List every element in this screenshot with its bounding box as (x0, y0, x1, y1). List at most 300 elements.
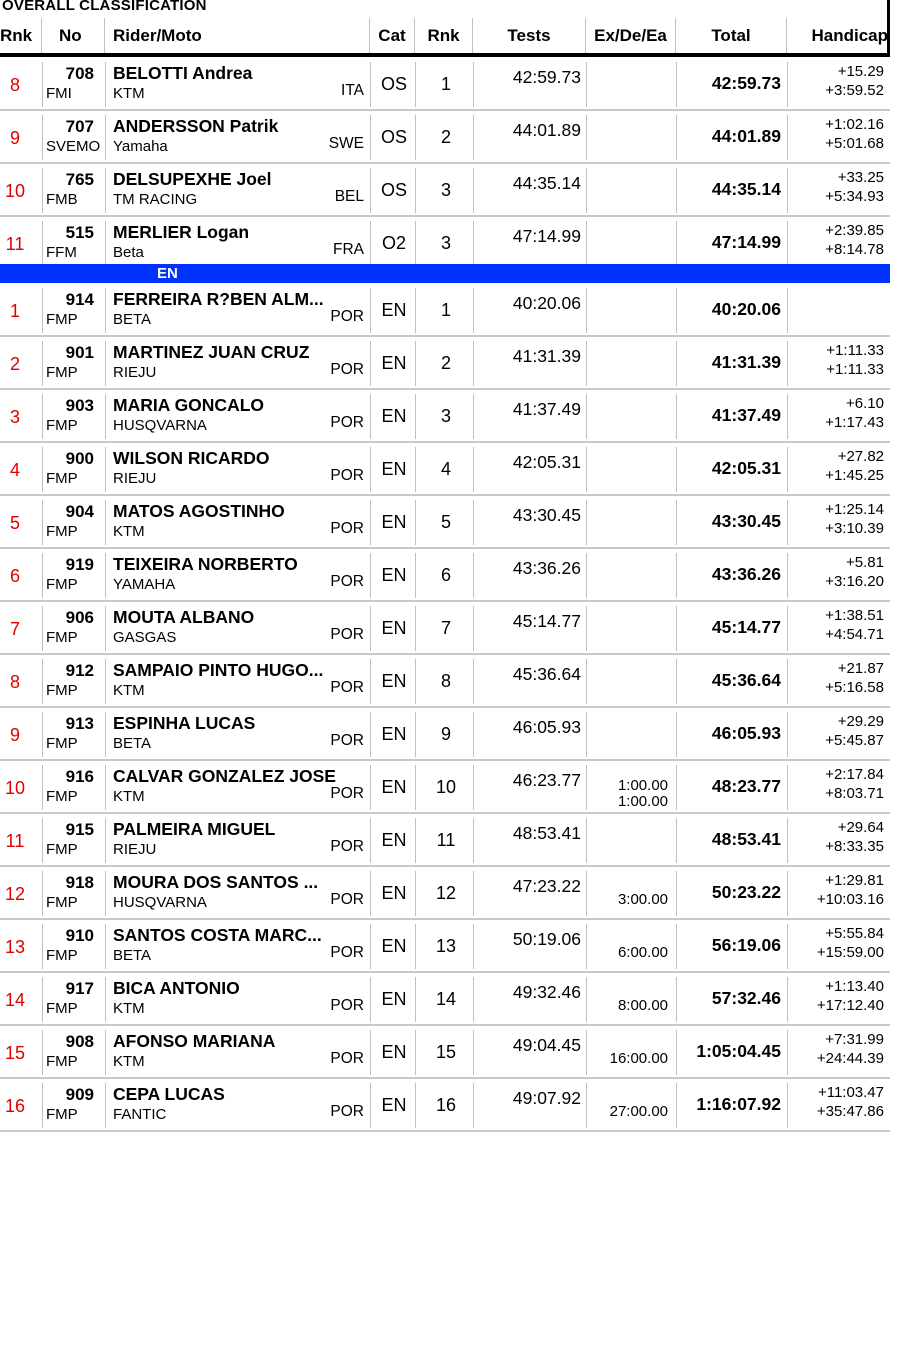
nationality: POR (330, 467, 364, 484)
class-rank: 4 (440, 459, 451, 479)
column-divider (473, 62, 474, 107)
overall-rank: 13 (4, 937, 26, 957)
rider-number: 900 (65, 449, 94, 468)
column-divider (42, 553, 43, 598)
column-divider (370, 447, 371, 492)
column-divider (473, 1030, 474, 1075)
total-time: 48:53.41 (711, 829, 781, 849)
motorcycle: HUSQVARNA (113, 894, 207, 911)
total-time: 44:35.14 (711, 179, 781, 199)
overall-rank: 5 (9, 513, 20, 533)
nationality: POR (330, 997, 364, 1014)
column-divider (473, 818, 474, 863)
total-time: 41:31.39 (711, 352, 781, 372)
total-time: 1:05:04.45 (696, 1041, 781, 1061)
tests-time: 49:07.92 (512, 1088, 581, 1108)
rider-number: 916 (65, 767, 94, 786)
rider-name: MOURA DOS SANTOS ... (113, 872, 319, 892)
rider-number: 901 (65, 343, 94, 362)
category: EN (381, 830, 407, 850)
column-divider (105, 606, 106, 651)
handicap-first: +5:45.87 (825, 732, 884, 749)
nationality: POR (330, 308, 364, 325)
rider-number: 708 (65, 64, 94, 83)
handicap-first: +1:11.33 (826, 361, 884, 378)
handicap-first: +15:59.00 (816, 944, 884, 961)
federation: FMP (46, 417, 78, 434)
rider-name: MARTINEZ JUAN CRUZ (113, 342, 310, 362)
tests-time: 41:37.49 (512, 399, 581, 419)
tests-time: 46:23.77 (512, 770, 581, 790)
handicap-prev: +2:39.85 (825, 222, 884, 239)
tests-time: 45:36.64 (512, 664, 581, 684)
handicap-prev: +2:17.84 (825, 766, 884, 783)
rider-name: MOUTA ALBANO (113, 607, 255, 627)
class-rank: 5 (440, 512, 451, 532)
tests-time: 42:05.31 (512, 452, 581, 472)
penalty-time: 16:00.00 (609, 1050, 668, 1067)
overall-rank: 10 (4, 181, 26, 201)
overall-rank: 8 (9, 672, 20, 692)
column-divider (473, 659, 474, 704)
class-rank: 9 (440, 724, 451, 744)
category: O2 (381, 233, 406, 253)
header-ex: Ex/De/Ea (586, 18, 676, 53)
column-divider (105, 394, 106, 439)
federation: FMP (46, 629, 78, 646)
column-divider (473, 924, 474, 969)
nationality: FRA (333, 241, 364, 258)
motorcycle: KTM (113, 85, 145, 102)
rider-name: MATOS AGOSTINHO (113, 501, 285, 521)
rider-number: 909 (65, 1085, 94, 1104)
overall-rank: 14 (4, 990, 26, 1010)
column-divider (586, 871, 587, 916)
rider-number: 914 (65, 290, 94, 309)
column-divider (473, 394, 474, 439)
table-row (0, 337, 890, 390)
column-divider (370, 115, 371, 160)
table-header (0, 18, 890, 57)
column-divider (370, 1083, 371, 1128)
category: OS (380, 74, 407, 94)
column-divider (370, 221, 371, 266)
overall-rank: 6 (9, 566, 20, 586)
federation: FMI (46, 85, 72, 102)
class-rank: 13 (435, 936, 457, 956)
handicap-first: +5:34.93 (825, 188, 884, 205)
motorcycle: KTM (113, 1053, 145, 1070)
nationality: POR (330, 361, 364, 378)
overall-rank: 2 (9, 354, 20, 374)
federation: FMP (46, 682, 78, 699)
column-divider (370, 288, 371, 333)
table-row (0, 1079, 890, 1132)
nationality: POR (330, 626, 364, 643)
tests-time: 43:30.45 (512, 505, 581, 525)
nationality: POR (330, 679, 364, 696)
column-divider (42, 1030, 43, 1075)
federation: FMP (46, 311, 78, 328)
column-divider (42, 500, 43, 545)
handicap-first: +5:01.68 (825, 135, 884, 152)
federation: FMP (46, 894, 78, 911)
total-time: 46:05.93 (711, 723, 781, 743)
nationality: SWE (328, 135, 364, 152)
category: EN (381, 512, 407, 532)
total-time: 57:32.46 (711, 988, 781, 1008)
motorcycle: YAMAHA (113, 576, 176, 593)
column-divider (105, 168, 106, 213)
total-time: 42:05.31 (711, 458, 781, 478)
table-row (0, 496, 890, 549)
handicap-first: +8:03.71 (825, 785, 884, 802)
category: EN (381, 989, 407, 1009)
overall-rank: 1 (9, 301, 20, 321)
column-divider (370, 394, 371, 439)
column-divider (105, 871, 106, 916)
column-divider (105, 288, 106, 333)
motorcycle: KTM (113, 523, 145, 540)
motorcycle: BETA (113, 735, 152, 752)
penalty-time: 27:00.00 (609, 1103, 668, 1120)
total-time: 47:14.99 (711, 232, 781, 252)
column-divider (586, 394, 587, 439)
rider-name: SANTOS COSTA MARC... (113, 925, 322, 945)
handicap-first: +3:59.52 (825, 82, 884, 99)
total-time: 43:36.26 (711, 564, 781, 584)
column-divider (105, 818, 106, 863)
total-time: 45:36.64 (711, 670, 781, 690)
rider-name: BICA ANTONIO (113, 978, 240, 998)
handicap-first: +24:44.39 (816, 1050, 884, 1067)
motorcycle: RIEJU (113, 841, 157, 858)
federation: FMP (46, 947, 78, 964)
category: EN (381, 459, 407, 479)
federation: FMP (46, 735, 78, 752)
rider-number: 904 (65, 502, 94, 521)
column-divider (370, 712, 371, 757)
handicap-prev: +5.81 (846, 554, 884, 571)
table-row (0, 111, 890, 164)
table-row (0, 549, 890, 602)
rider-number: 917 (65, 979, 94, 998)
motorcycle: TM RACING (113, 191, 198, 208)
rider-name: MARIA GONCALO (113, 395, 265, 415)
column-divider (473, 115, 474, 160)
column-divider (586, 447, 587, 492)
rider-number: 918 (65, 873, 94, 892)
column-divider (370, 1030, 371, 1075)
column-divider (370, 341, 371, 386)
class-rank: 10 (435, 777, 457, 797)
header-no: No (42, 18, 105, 53)
total-time: 48:23.77 (711, 776, 781, 796)
class-rank: 1 (440, 300, 451, 320)
column-divider (473, 288, 474, 333)
column-divider (586, 115, 587, 160)
handicap-prev: +7:31.99 (825, 1031, 884, 1048)
column-divider (473, 1083, 474, 1128)
class-rank: 11 (436, 830, 456, 850)
federation: FMB (46, 191, 78, 208)
motorcycle: RIEJU (113, 470, 157, 487)
class-rank: 7 (440, 618, 451, 638)
category: EN (381, 353, 407, 373)
handicap-first: +4:54.71 (825, 626, 884, 643)
penalty-cell (588, 778, 668, 810)
handicap-prev: +1:11.33 (826, 342, 884, 359)
column-divider (105, 115, 106, 160)
column-divider (105, 341, 106, 386)
table-row (0, 867, 890, 920)
overall-rank: 10 (4, 778, 26, 798)
column-divider (473, 341, 474, 386)
class-rank: 12 (435, 883, 457, 903)
overall-rank: 16 (4, 1096, 26, 1116)
rider-name: CALVAR GONZALEZ JOSE (113, 766, 336, 786)
column-divider (586, 1083, 587, 1128)
federation: FMP (46, 1106, 78, 1123)
category: EN (381, 936, 407, 956)
rider-number: 906 (65, 608, 94, 627)
class-rank: 2 (440, 353, 451, 373)
penalty-cell (588, 945, 668, 961)
nationality: BEL (334, 188, 364, 205)
header-rider: Rider/Moto (105, 18, 370, 53)
motorcycle: KTM (113, 788, 145, 805)
column-divider (42, 924, 43, 969)
motorcycle: Yamaha (113, 138, 168, 155)
category: OS (380, 127, 407, 147)
nationality: ITA (341, 82, 364, 99)
table-row (0, 390, 890, 443)
tests-time: 45:14.77 (512, 611, 581, 631)
penalty-cell (588, 998, 668, 1014)
nationality: POR (330, 414, 364, 431)
column-divider (473, 221, 474, 266)
column-divider (586, 168, 587, 213)
class-rank: 14 (435, 989, 457, 1009)
total-time: 40:20.06 (711, 299, 781, 319)
column-divider (370, 606, 371, 651)
nationality: POR (330, 838, 364, 855)
column-divider (42, 447, 43, 492)
column-divider (42, 62, 43, 107)
motorcycle: KTM (113, 682, 145, 699)
handicap-prev: +29.64 (837, 819, 884, 836)
table-row (0, 761, 890, 814)
column-divider (586, 712, 587, 757)
category: EN (381, 671, 407, 691)
overall-rank: 12 (4, 884, 26, 904)
nationality: POR (330, 891, 364, 908)
column-divider (105, 1083, 106, 1128)
class-rank: 16 (435, 1095, 457, 1115)
header-handicap: Handicap (811, 26, 888, 45)
rider-number: 915 (65, 820, 94, 839)
overall-rank: 7 (9, 619, 20, 639)
nationality: POR (330, 520, 364, 537)
handicap-first: +10:03.16 (816, 891, 884, 908)
handicap-first: +1:45.25 (825, 467, 884, 484)
penalty-time: 6:00.00 (617, 944, 668, 961)
column-divider (370, 500, 371, 545)
overall-rank: 11 (5, 831, 25, 851)
group-label: EN (157, 265, 178, 282)
handicap-prev: +6.10 (846, 395, 884, 412)
nationality: POR (330, 1103, 364, 1120)
total-time: 50:23.22 (711, 882, 781, 902)
column-divider (586, 62, 587, 107)
column-divider (370, 765, 371, 810)
rider-number: 908 (65, 1032, 94, 1051)
handicap-prev: +29.29 (837, 713, 884, 730)
page-title: OVERALL CLASSIFICATION (2, 0, 207, 14)
category: EN (381, 406, 407, 426)
group-band (0, 264, 890, 283)
column-divider (586, 977, 587, 1022)
tests-time: 44:35.14 (512, 173, 581, 193)
overall-rank: 3 (9, 407, 20, 427)
handicap-prev: +5:55.84 (825, 925, 884, 942)
handicap-prev: +1:38.51 (825, 607, 884, 624)
nationality: POR (330, 785, 364, 802)
column-divider (473, 500, 474, 545)
federation: FMP (46, 1053, 78, 1070)
overall-rank: 9 (9, 725, 20, 745)
tests-time: 46:05.93 (512, 717, 581, 737)
motorcycle: FANTIC (113, 1106, 167, 1123)
column-divider (42, 765, 43, 810)
rider-name: BELOTTI Andrea (113, 63, 253, 83)
header-class-rnk: Rnk (415, 18, 473, 53)
tests-time: 50:19.06 (512, 929, 581, 949)
federation: FMP (46, 523, 78, 540)
column-divider (370, 871, 371, 916)
handicap-first: +3:16.20 (825, 573, 884, 590)
tests-time: 41:31.39 (512, 346, 581, 366)
penalty-time: 1:00.00 (617, 777, 668, 794)
column-divider (586, 606, 587, 651)
column-divider (105, 221, 106, 266)
handicap-prev: +33.25 (837, 169, 884, 186)
category: EN (381, 300, 407, 320)
rider-name: CEPA LUCAS (113, 1084, 225, 1104)
handicap-first: +5:16.58 (825, 679, 884, 696)
column-divider (473, 765, 474, 810)
penalty-cell (588, 1051, 668, 1067)
column-divider (105, 1030, 106, 1075)
column-divider (473, 977, 474, 1022)
category: EN (381, 777, 407, 797)
rider-name: AFONSO MARIANA (113, 1031, 276, 1051)
column-divider (42, 288, 43, 333)
category: EN (381, 618, 407, 638)
motorcycle: GASGAS (113, 629, 177, 646)
rider-name: MERLIER Logan (113, 222, 250, 242)
category: OS (380, 180, 407, 200)
handicap-prev: +15.29 (837, 63, 884, 80)
handicap-first: +1:17.43 (825, 414, 884, 431)
nationality: POR (330, 1050, 364, 1067)
column-divider (473, 447, 474, 492)
federation: FMP (46, 576, 78, 593)
category: EN (381, 724, 407, 744)
handicap-first: +3:10.39 (825, 520, 884, 537)
total-time: 42:59.73 (711, 73, 781, 93)
table-row (0, 602, 890, 655)
overall-rank: 9 (9, 128, 20, 148)
table-row (0, 164, 890, 217)
column-divider (42, 341, 43, 386)
rider-name: SAMPAIO PINTO HUGO... (113, 660, 324, 680)
column-divider (586, 500, 587, 545)
overall-rank: 15 (4, 1043, 26, 1063)
tests-time: 49:04.45 (512, 1035, 581, 1055)
table-row (0, 973, 890, 1026)
column-divider (473, 871, 474, 916)
tests-time: 48:53.41 (512, 823, 581, 843)
federation: FFM (46, 244, 77, 261)
column-divider (586, 553, 587, 598)
table-row (0, 1026, 890, 1079)
header-cat: Cat (370, 18, 415, 53)
class-rank: 3 (440, 233, 451, 253)
handicap-prev: +27.82 (837, 448, 884, 465)
overall-rank: 11 (5, 234, 25, 254)
column-divider (42, 977, 43, 1022)
total-time: 43:30.45 (711, 511, 781, 531)
rider-name: ANDERSSON Patrik (113, 116, 279, 136)
header-total: Total (676, 18, 787, 53)
rider-number: 515 (65, 223, 94, 242)
federation: SVEMO (46, 138, 101, 155)
column-divider (473, 712, 474, 757)
column-divider (42, 871, 43, 916)
category: EN (381, 1042, 407, 1062)
column-divider (42, 115, 43, 160)
column-divider (105, 977, 106, 1022)
table-row (0, 443, 890, 496)
class-rank: 1 (440, 74, 451, 94)
total-time: 1:16:07.92 (696, 1094, 781, 1114)
tests-time: 49:32.46 (512, 982, 581, 1002)
handicap-prev: +11:03.47 (817, 1084, 884, 1101)
tests-time: 44:01.89 (512, 120, 581, 140)
rider-number: 912 (65, 661, 94, 680)
penalty-time-secondary: 1:00.00 (617, 793, 668, 810)
column-divider (105, 447, 106, 492)
column-divider (42, 818, 43, 863)
column-divider (370, 977, 371, 1022)
rider-name: TEIXEIRA NORBERTO (113, 554, 298, 574)
column-divider (586, 659, 587, 704)
column-divider (42, 168, 43, 213)
motorcycle: Beta (113, 244, 144, 261)
handicap-prev: +1:13.40 (825, 978, 884, 995)
handicap-first: +8:33.35 (825, 838, 884, 855)
nationality: POR (330, 573, 364, 590)
rider-name: WILSON RICARDO (113, 448, 270, 468)
penalty-time: 8:00.00 (617, 997, 668, 1014)
column-divider (787, 288, 788, 333)
column-divider (42, 1083, 43, 1128)
table-row (0, 920, 890, 973)
column-divider (42, 394, 43, 439)
federation: FMP (46, 841, 78, 858)
handicap-first: +8:14.78 (825, 241, 884, 258)
